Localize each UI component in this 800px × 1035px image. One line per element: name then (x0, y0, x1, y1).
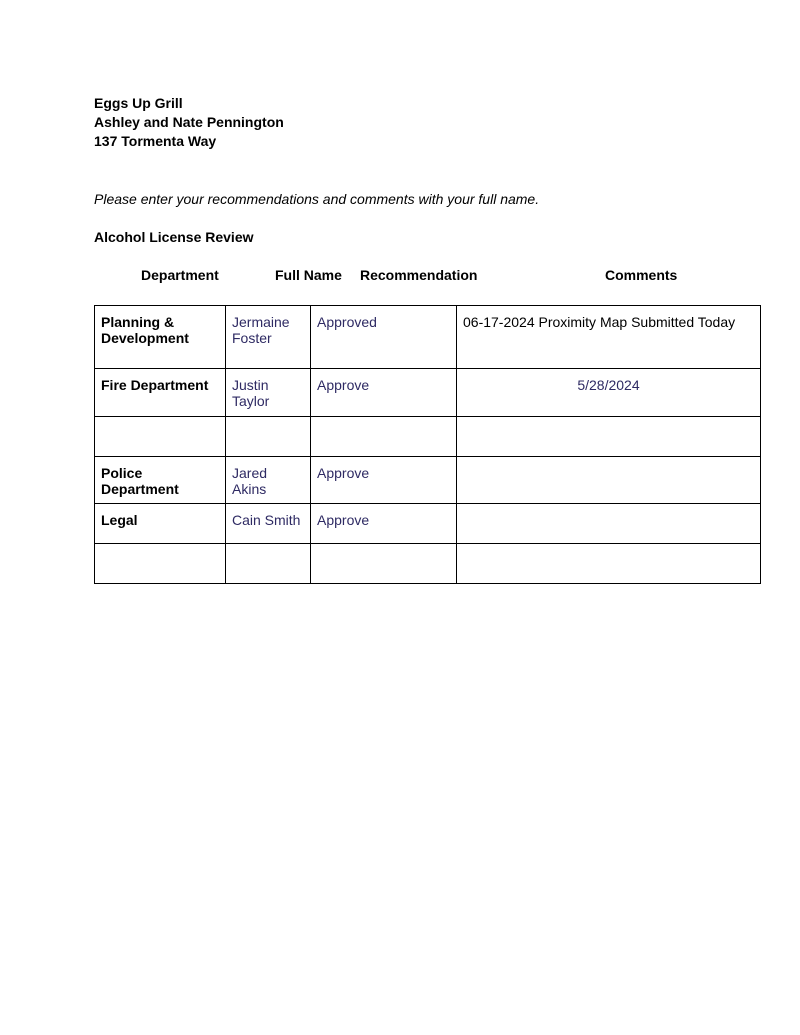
review-table (94, 305, 761, 584)
recommendation-cell[interactable] (311, 544, 457, 584)
full-name-cell[interactable]: Jared Akins (226, 457, 311, 504)
column-header-comments: Comments (605, 267, 678, 283)
comments-cell[interactable]: 5/28/2024 (457, 369, 761, 417)
department-cell (95, 417, 226, 457)
full-name-cell[interactable] (226, 417, 311, 457)
column-header-recommendation: Recommendation (360, 267, 478, 283)
business-name: Eggs Up Grill (94, 95, 183, 111)
recommendation-cell[interactable]: Approved (311, 306, 457, 369)
section-title: Alcohol License Review (94, 229, 254, 245)
table-row (95, 504, 761, 544)
department-cell: Planning & Development (95, 306, 226, 369)
business-address: 137 Tormenta Way (94, 133, 217, 149)
column-header-department: Department (141, 267, 219, 283)
recommendation-cell[interactable] (311, 417, 457, 457)
table-row (95, 417, 761, 457)
recommendation-cell[interactable]: Approve (311, 369, 457, 417)
table-row (95, 544, 761, 584)
table-row (95, 457, 761, 504)
table-row (95, 369, 761, 417)
full-name-cell[interactable]: Cain Smith (226, 504, 311, 544)
owner-names: Ashley and Nate Pennington (94, 114, 284, 130)
department-cell: Police Department (95, 457, 226, 504)
table-row (95, 306, 761, 369)
comments-cell[interactable] (457, 504, 761, 544)
department-cell: Fire Department (95, 369, 226, 417)
instructions-text: Please enter your recommendations and comments with your full name. (94, 191, 540, 207)
comments-cell[interactable]: 06-17-2024 Proximity Map Submitted Today (457, 306, 761, 369)
department-cell (95, 544, 226, 584)
comments-cell[interactable] (457, 417, 761, 457)
column-header-full-name: Full Name (275, 267, 342, 283)
full-name-cell[interactable]: Jermaine Foster (226, 306, 311, 369)
department-cell: Legal (95, 504, 226, 544)
recommendation-cell[interactable]: Approve (311, 457, 457, 504)
comments-cell[interactable] (457, 544, 761, 584)
recommendation-cell[interactable]: Approve (311, 504, 457, 544)
full-name-cell[interactable] (226, 544, 311, 584)
full-name-cell[interactable]: Justin Taylor (226, 369, 311, 417)
comments-cell[interactable] (457, 457, 761, 504)
applicant-info (94, 94, 284, 151)
